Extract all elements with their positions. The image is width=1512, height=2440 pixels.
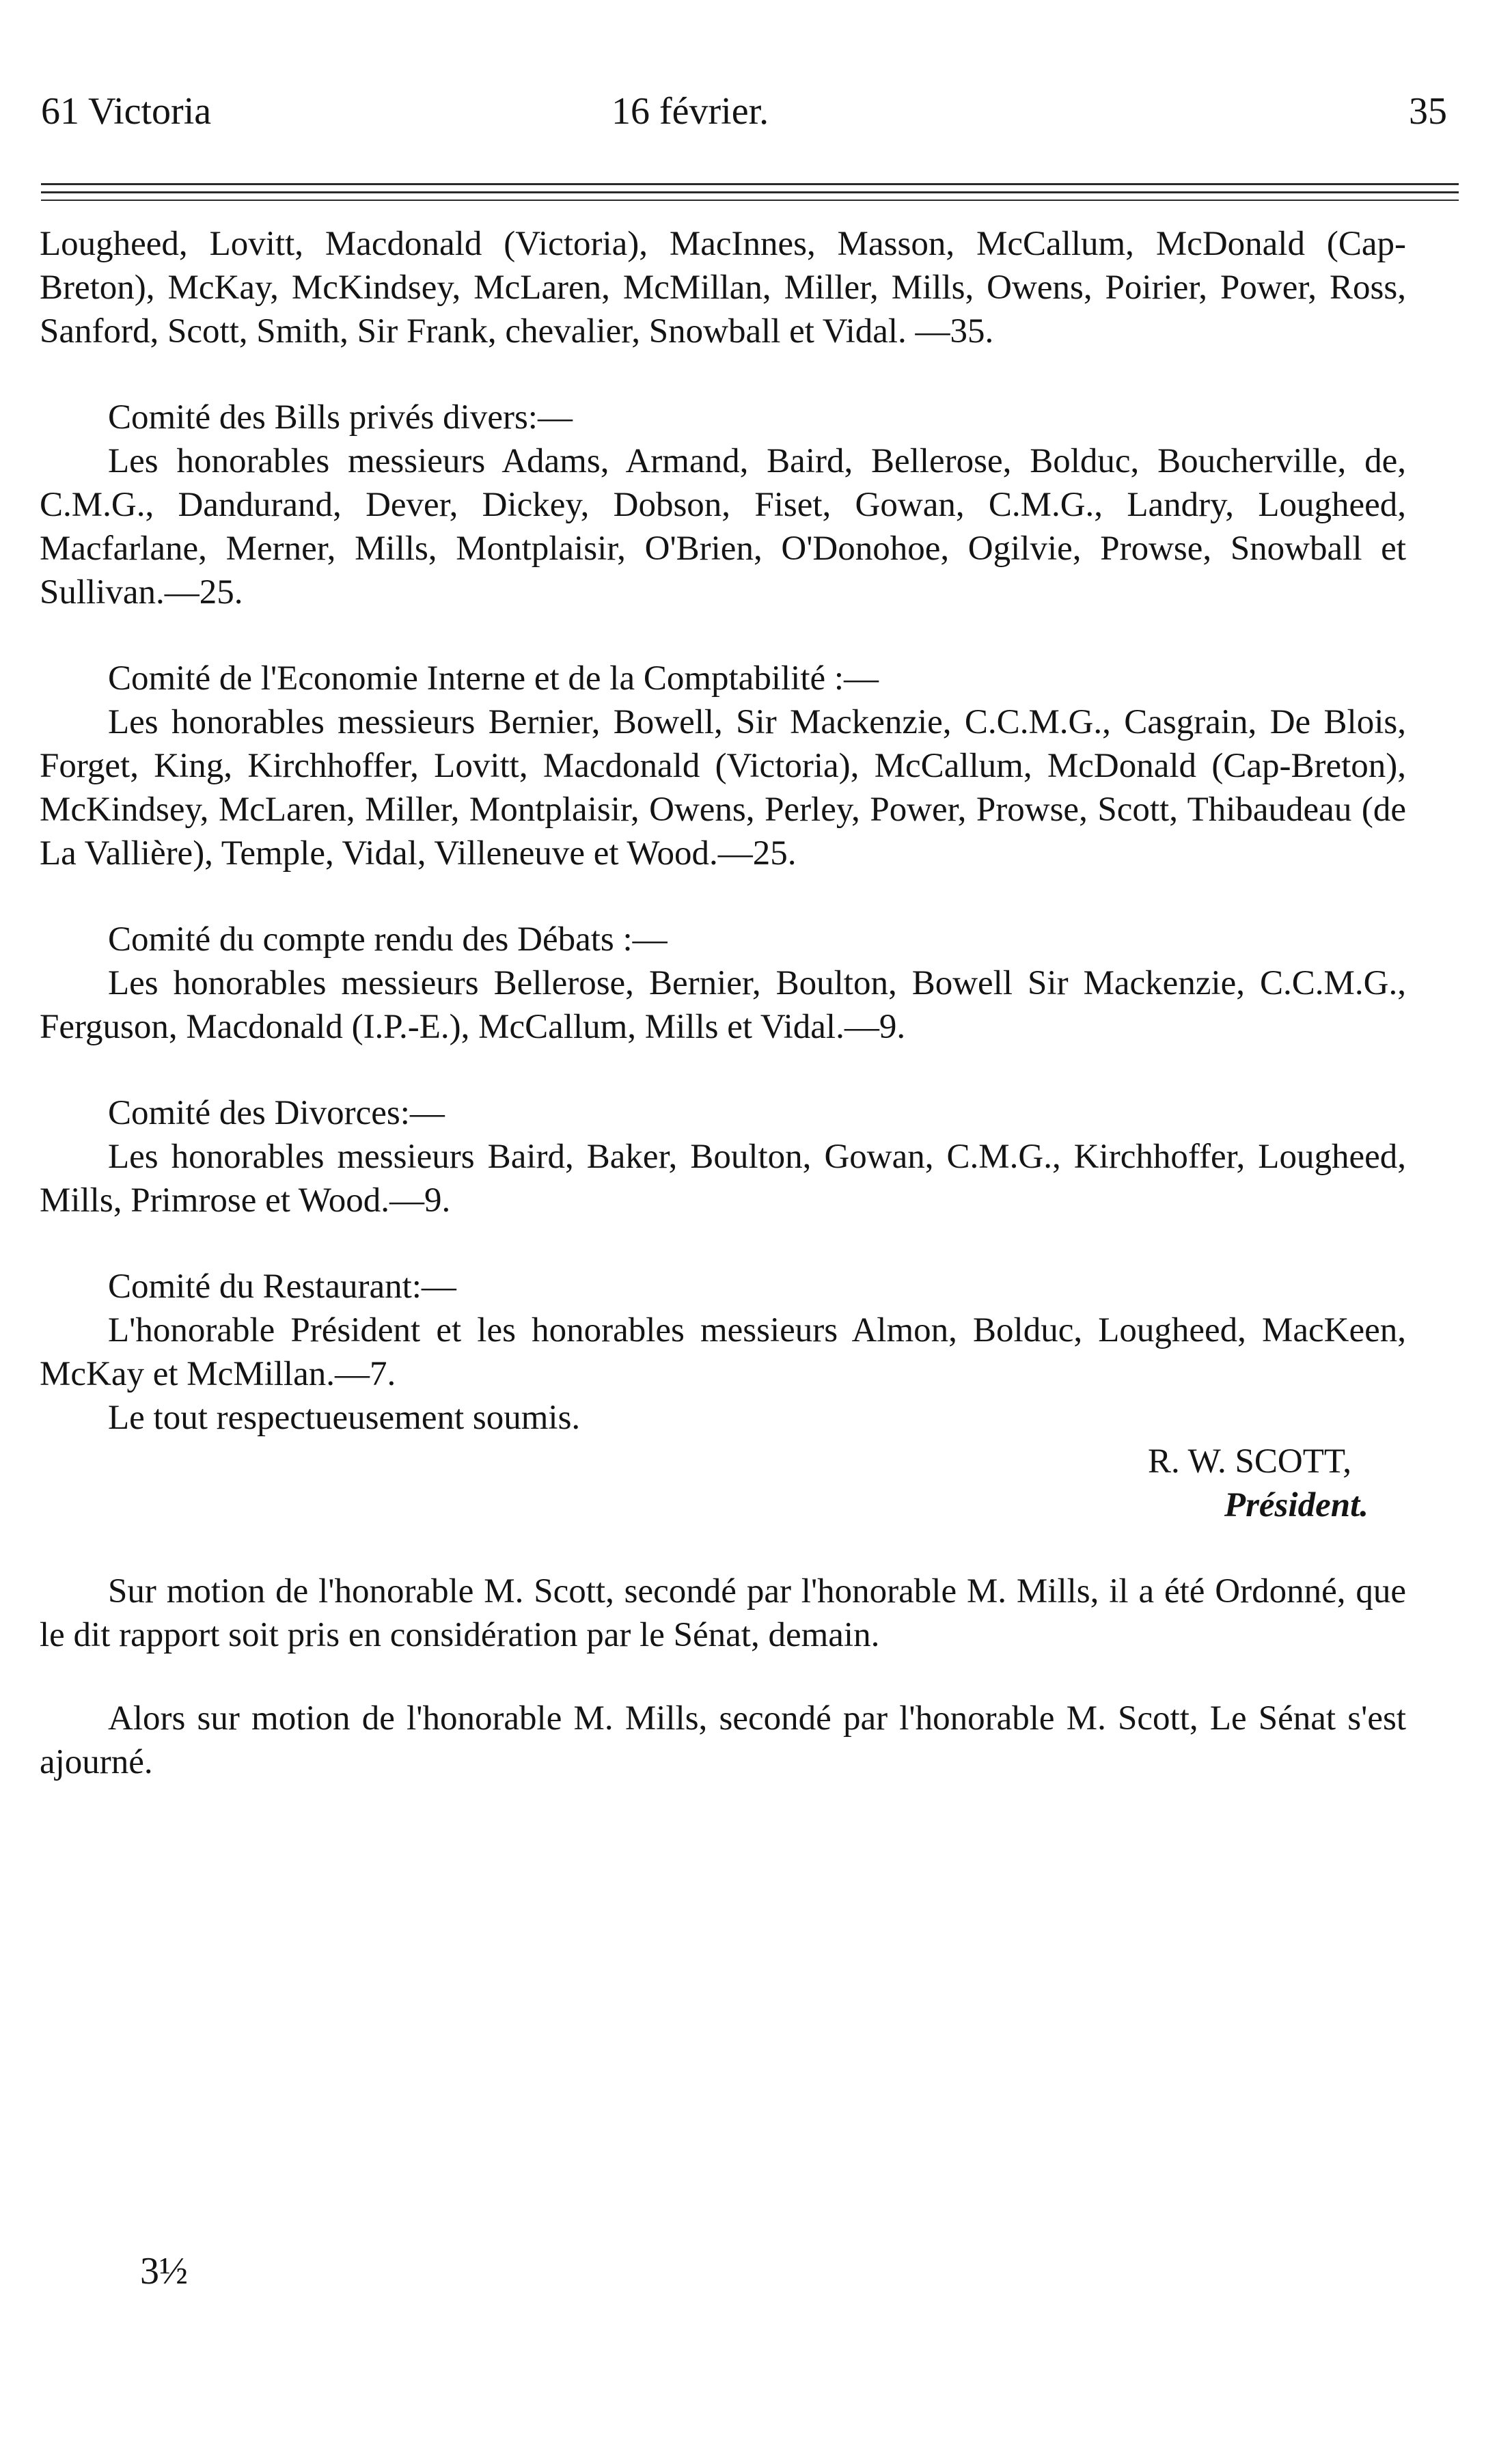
- committee-block: [40, 396, 1406, 614]
- committee-block: [40, 1091, 1406, 1222]
- committee-members: Les honorables messieurs Adams, Armand, Baird, Bellerose, Bolduc, Boucherville, de, C.M.G., Dandurand, Dever, Dickey, Dobson, Fiset, Gowan, C.M.G., Landry, Lougheed, Macfarlane, Merner, Mills, Montplaisir, O'Brien, O'Donohoe, Ogilvie, Prowse, Snowball et Sullivan.—25.: [40, 442, 1406, 612]
- running-header: [41, 81, 1447, 142]
- committee-heading: Comité des Divorces:—: [108, 1094, 445, 1132]
- motion-block: [40, 1569, 1406, 1657]
- committee-block: [40, 1265, 1406, 1527]
- committee-members: Les honorables messieurs Bernier, Bowell, Sir Mackenzie, C.C.M.G., Casgrain, De Blois, Forget, King, Kirchhoffer, Lovitt, Macdonald (Victoria), McCallum, McDonald (Cap-Breton), McKindsey, McLaren, Miller, Montplaisir, Owens, Perley, Power, Prowse, Scott, Thibaudeau (de La Vallière), Temple, Vidal, Villeneuve et Wood.—25.: [40, 703, 1406, 873]
- continued-member-list: Lougheed, Lovitt, Macdonald (Victoria), MacInnes, Masson, McCallum, McDonald (Cap-Breton), McKay, McKindsey, McLaren, McMillan, Miller, Mills, Owens, Poirier, Power, Ross, Sanford, Scott, Smith, Sir Frank, chevalier, Snowball et Vidal. —35.: [40, 225, 1406, 351]
- header-rule: [41, 191, 1459, 193]
- committee-members: Les honorables messieurs Bellerose, Bernier, Boulton, Bowell Sir Mackenzie, C.C.M.G., Ferguson, Macdonald (I.P.-E.), McCallum, Mills et Vidal.—9.: [40, 964, 1406, 1046]
- header-session: 61 Victoria: [41, 90, 212, 133]
- signature-title: Président.: [1224, 1486, 1369, 1524]
- committee-block: [40, 657, 1406, 875]
- motion-paragraph: Sur motion de l'honorable M. Scott, secondé par l'honorable M. Mills, il a été Ordonné, que le dit rapport soit pris en considération par le Sénat, demain.: [40, 1572, 1406, 1654]
- committee-members: Les honorables messieurs Baird, Baker, Boulton, Gowan, C.M.G., Kirchhoffer, Lougheed, Mills, Primrose et Wood.—9.: [40, 1138, 1406, 1220]
- committee-heading: Comité du compte rendu des Débats :—: [108, 920, 668, 959]
- header-rule: [41, 200, 1459, 201]
- signature-name: R. W. SCOTT,: [1147, 1442, 1351, 1481]
- committee-heading: Comité du Restaurant:—: [108, 1267, 456, 1306]
- committee-heading: Comité de l'Economie Interne et de la Comptabilité :—: [108, 659, 879, 698]
- committee-members: L'honorable Président et les honorables messieurs Almon, Bolduc, Lougheed, MacKeen, McKay et McMillan.—7.: [40, 1311, 1406, 1393]
- motion-paragraph: Alors sur motion de l'honorable M. Mills, secondé par l'honorable M. Scott, Le Sénat s'est ajourné.: [40, 1699, 1406, 1781]
- header-rule: [41, 183, 1459, 185]
- signature-folio: 3½: [140, 2250, 188, 2292]
- closing-line: Le tout respectueusement soumis.: [108, 1399, 581, 1437]
- header-date: 16 février.: [611, 90, 769, 133]
- motion-block: [40, 1697, 1406, 1784]
- committee-heading: Comité des Bills privés divers:—: [108, 398, 573, 437]
- page-body: [40, 222, 1406, 1784]
- page-number: 35: [1409, 90, 1447, 133]
- committee-block: [40, 918, 1406, 1049]
